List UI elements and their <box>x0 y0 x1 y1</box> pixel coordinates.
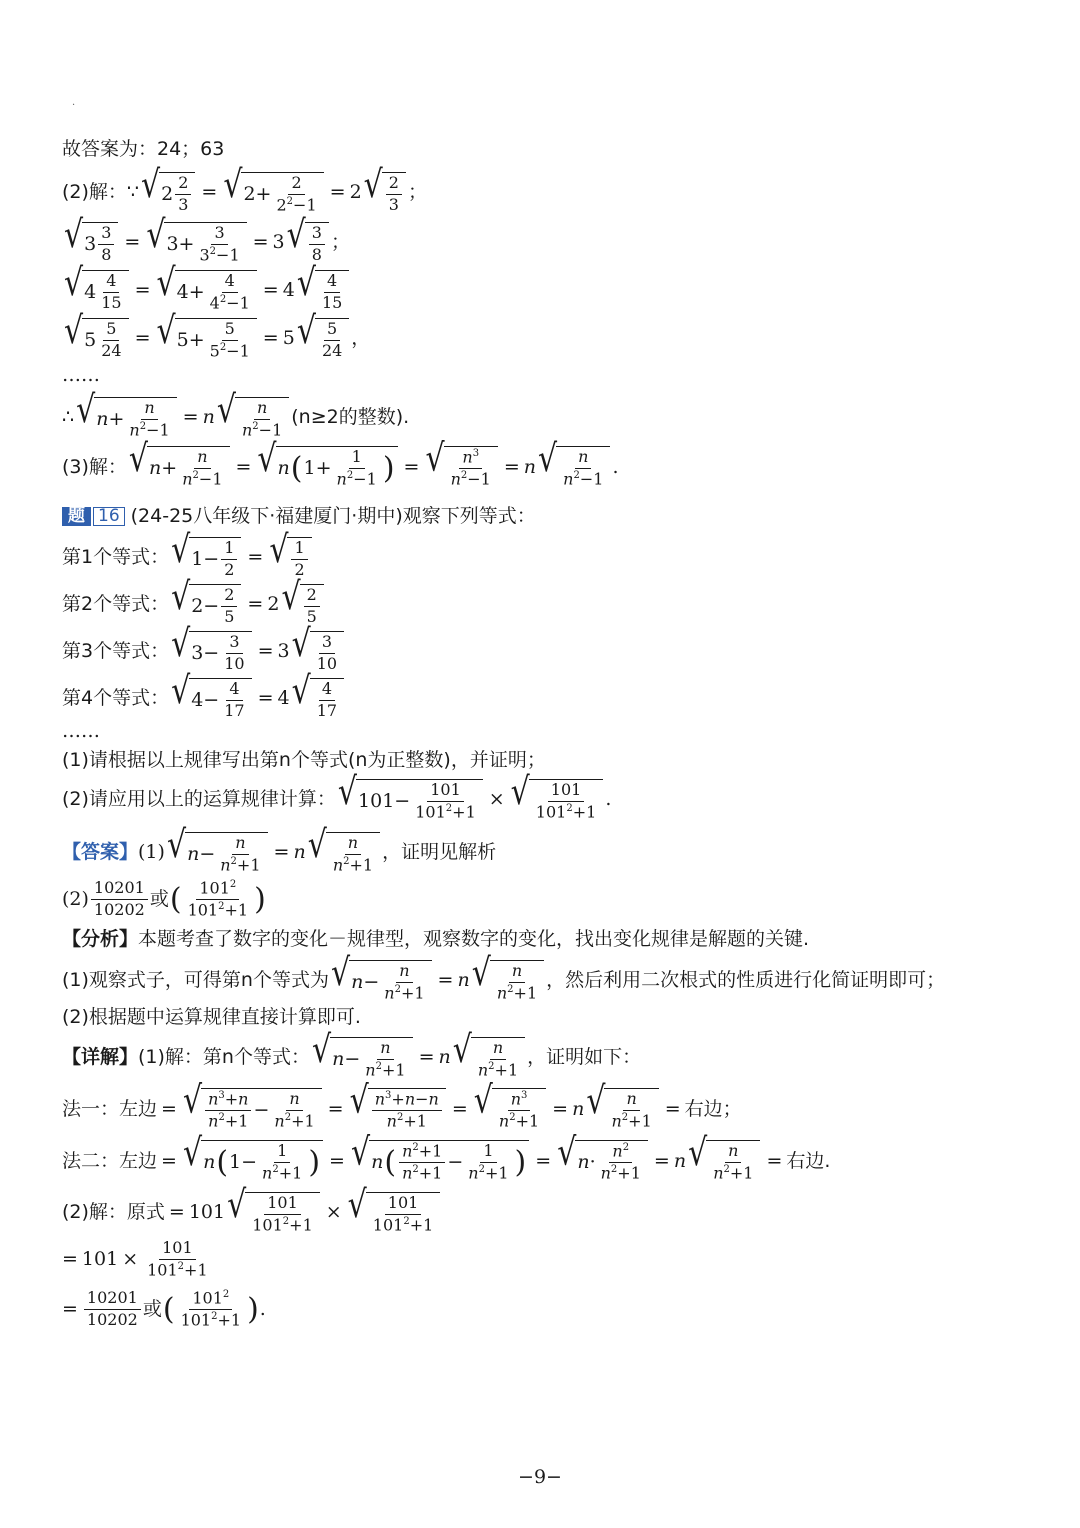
detail-line-1: 【详解】 (1)解：第n个等式： √ n − $\frac{n}{n^2+1}$ = n √ $\frac{n}{n^2+1}$ ，证明如下： <box>62 1028 642 1080</box>
answer-label: 【答案】 <box>62 841 139 864</box>
math-line-part3: (3)解： √ n + $\frac{n}{n^2-1}$ = √ n ( 1+ $\frac{1}{n^2-1}$ ) = √ $\frac{n^3}{n^2-1}$ = n √ $\frac{n}{n^2-1}$ . <box>62 436 619 489</box>
question-16-header: 题 16 (24-25八年级下·福建厦门·期中)观察下列等式： <box>62 507 536 526</box>
method-1-line: 法一：左边 = √ $\frac{n^3+n}{n^2+1}$ − $\frac{n}{n^2+1}$ = √ $\frac{n^3+n-n}{n^2+1}$ = √ $\frac{n^3}{n^2+1}$ = n √ $\frac{n}{n^2+1}$ = 右边； <box>62 1078 742 1131</box>
detail-label: 【详解】 <box>62 1046 139 1069</box>
answer-line-1: 【答案】 (1) √ n − $\frac{n}{n^2+1}$ = n √ $\frac{n}{n^2+1}$ ，证明见解析 <box>62 823 497 875</box>
detail-part2-step: = 101 × $\frac{101}{101^2+1}$ <box>62 1238 208 1280</box>
q16-eq3: 第3个等式： √ 3− $\frac{3}{10}$ = 3 √ $\frac{3}{10}$ <box>62 631 346 673</box>
question-number: 16 <box>93 507 125 526</box>
page-dot: · <box>72 100 76 111</box>
analysis-label: 【分析】 <box>62 928 139 950</box>
math-line-4-4-15: √ 4 $\frac{4}{15}$ = √ 4+ $\frac{4}{4^2-1}$ = 4 √ $\frac{4}{15}$ <box>62 270 351 312</box>
math-line-3-3-8: √ 3 $\frac{3}{8}$ = √ 3+ $\frac{3}{3^2-1}$ = 3 √ $\frac{3}{8}$ ； <box>64 213 350 265</box>
analysis-step-2: (2)根据题中运算规律直接计算即可. <box>62 1006 361 1028</box>
question-tag: 题 <box>62 507 91 526</box>
q16-eq2: 第2个等式： √ 2− $\frac{2}{5}$ = 2 √ $\frac{2}{5}$ <box>62 584 326 626</box>
detail-part2-line: (2)解：原式 = 101 √ $\frac{101}{101^2+1}$ × √ $\frac{101}{101^2+1}$ <box>62 1192 442 1234</box>
math-line-2-2-3: (2)解： ∵ √ 2 $\frac{2}{3}$ = √ 2+ $\frac{2}{2^2-1}$ = 2 √ $\frac{2}{3}$ ； <box>62 163 427 215</box>
math-line-5-5-24: √ 5 $\frac{5}{24}$ = √ 5+ $\frac{5}{5^2-1}$ = 5 √ $\frac{5}{24}$ ， <box>64 309 371 361</box>
detail-part2-result: = $\frac{10201}{10202}$ 或 ( $\frac{101^2}{101^2+1}$ ) . <box>62 1288 266 1330</box>
analysis-step-1: (1)观察式子，可得第n个等式为 √ n − $\frac{n}{n^2+1}$ = n √ $\frac{n}{n^2+1}$ ，然后利用二次根式的性质进行化简证明即可； <box>62 951 946 1003</box>
answer-text-line: 故答案为：24；63 <box>62 138 225 160</box>
answer-line-2: (2) $\frac{10201}{10202}$ 或 ( $\frac{101^2}{101^2+1}$ ) <box>62 878 266 920</box>
math-line-general: ∴ √ n + $\frac{n}{n^2-1}$ = n √ $\frac{n}{n^2-1}$ (n≥2的整数). <box>62 388 410 440</box>
analysis-line: 【分析】 本题考查了数字的变化－规律型，观察数字的变化，找出变化规律是解题的关键. <box>62 928 810 950</box>
page-number: −9− <box>518 1466 562 1488</box>
q16-eq4: 第4个等式： √ 4− $\frac{4}{17}$ = 4 √ $\frac{4}{17}$ <box>62 678 346 720</box>
ellipsis-2: …… <box>62 720 100 742</box>
q16-eq1: 第1个等式： √ 1− $\frac{1}{2}$ = √ $\frac{1}{2}$ <box>62 537 314 579</box>
q16-part2: (2)请应用以上的运算规律计算： √ 101− $\frac{101}{101^2+1}$ × √ $\frac{101}{101^2+1}$ . <box>62 770 612 822</box>
ellipsis-1: …… <box>62 364 100 386</box>
q16-part1: (1)请根据以上规律写出第n个等式(n为正整数)，并证明； <box>62 749 546 771</box>
method-2-line: 法二：左边 = √ n ( 1− $\frac{1}{n^2+1}$ ) = √ n ( $\frac{n^2+1}{n^2+1}$ − $\frac{1}{n^2+1}$ ) = √ n · $\frac{n^2}{n^2+1}$ = n √ $\frac{n}{n^2+1}$ = 右边. <box>62 1130 831 1183</box>
